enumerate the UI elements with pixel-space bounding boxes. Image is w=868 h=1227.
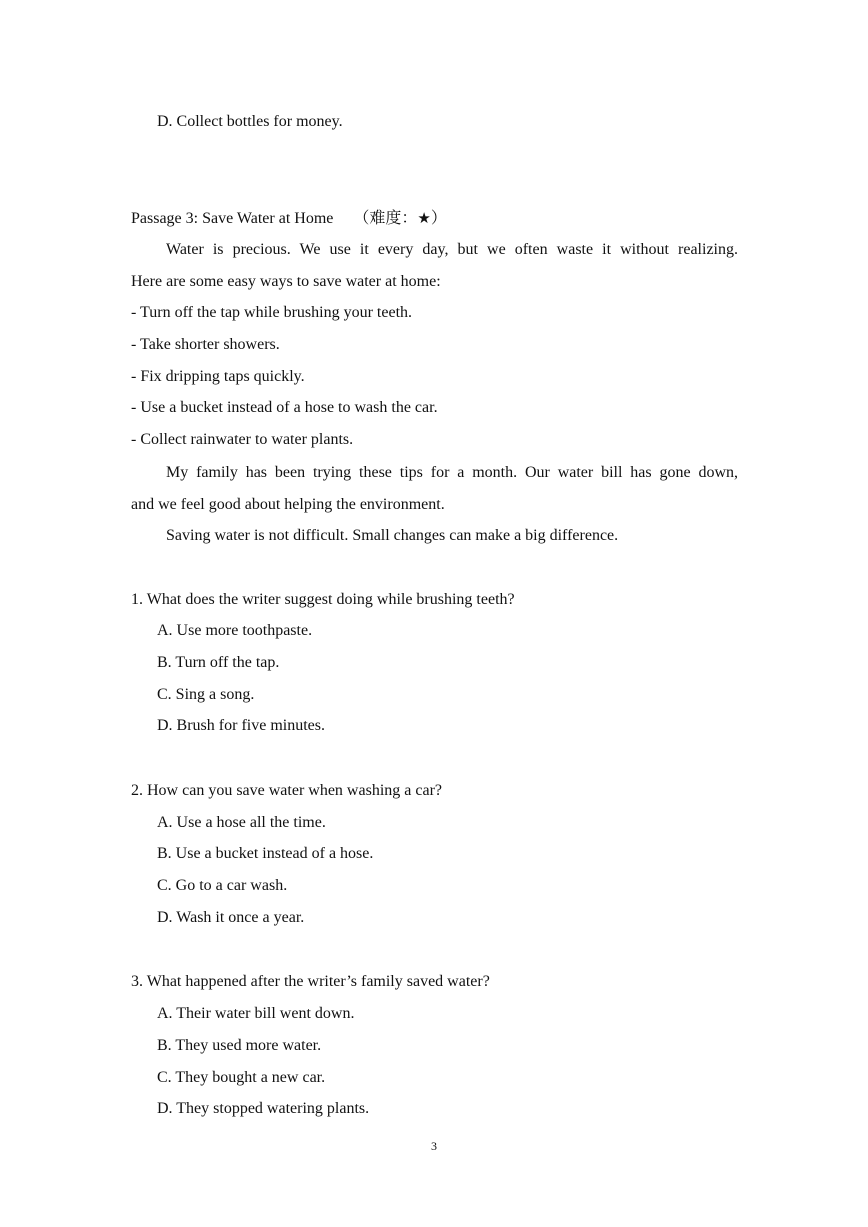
answer-option: B. They used more water. [157, 1037, 322, 1054]
tip-item: - Turn off the tap while brushing your teeth. [131, 304, 413, 321]
tip-item: - Use a bucket instead of a hose to wash the car. [131, 399, 438, 416]
answer-option: A. Use more toothpaste. [157, 622, 313, 639]
tip-item: - Collect rainwater to water plants. [131, 431, 354, 448]
prev-question-option-d: D. Collect bottles for money. [157, 113, 343, 130]
passage-paragraph-1-line-2: Here are some easy ways to save water at home: [131, 273, 441, 290]
passage-heading [131, 208, 447, 229]
answer-option: A. Use a hose all the time. [157, 814, 326, 831]
answer-option: C. Sing a song. [157, 686, 255, 703]
difficulty-label: （难度：★） [353, 209, 447, 227]
passage-paragraph-1-line-1: Water is precious. We use it every day, but we often waste it without realizing. [166, 241, 738, 258]
answer-option: D. They stopped watering plants. [157, 1100, 370, 1117]
passage-title: Passage 3: Save Water at Home [131, 210, 334, 227]
answer-option: D. Brush for five minutes. [157, 717, 325, 734]
answer-option: D. Wash it once a year. [157, 909, 305, 926]
answer-option: C. They bought a new car. [157, 1069, 326, 1086]
passage-paragraph-2-line-2: and we feel good about helping the environment. [131, 496, 445, 513]
tip-item: - Fix dripping taps quickly. [131, 368, 305, 385]
question-stem: 3. What happened after the writer’s family saved water? [131, 973, 490, 990]
passage-paragraph-3: Saving water is not difficult. Small changes can make a big difference. [166, 527, 619, 544]
question-stem: 1. What does the writer suggest doing while brushing teeth? [131, 591, 515, 608]
page-number: 3 [431, 1139, 437, 1153]
answer-option: A. Their water bill went down. [157, 1005, 355, 1022]
tip-item: - Take shorter showers. [131, 336, 280, 353]
answer-option: B. Turn off the tap. [157, 654, 280, 671]
answer-option: B. Use a bucket instead of a hose. [157, 845, 374, 862]
passage-paragraph-2-line-1: My family has been trying these tips for a month. Our water bill has gone down, [166, 464, 738, 481]
star-icon: ★ [417, 209, 431, 227]
question-stem: 2. How can you save water when washing a car? [131, 782, 442, 799]
answer-option: C. Go to a car wash. [157, 877, 288, 894]
